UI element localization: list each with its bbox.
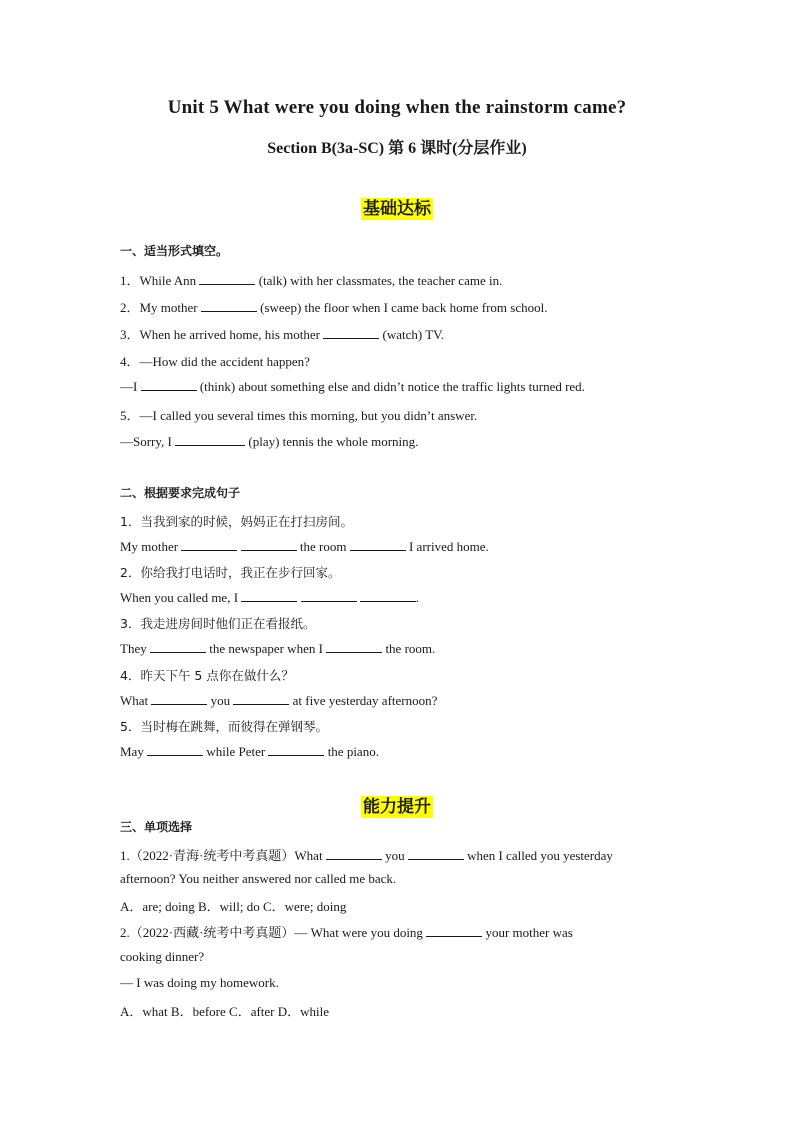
text-segment: They <box>120 641 150 656</box>
answer-blank[interactable] <box>268 743 324 756</box>
exercise-line <box>120 297 547 316</box>
answer-blank[interactable] <box>326 640 382 653</box>
exercise-line <box>120 692 437 709</box>
exercise-line: afternoon? You neither answered nor called me back. <box>120 871 397 886</box>
answer-blank[interactable] <box>408 847 464 860</box>
text-segment: the room <box>296 539 350 554</box>
answer-blank[interactable] <box>147 743 203 756</box>
text-segment: the piano. <box>324 744 379 759</box>
chinese-prompt: 1．当我到家的时候，妈妈正在打扫房间。 <box>120 514 353 529</box>
exercise-line <box>120 433 418 450</box>
text-segment: 2.（2022·西藏·统考中考真题）— What were you doing <box>120 925 427 940</box>
text-segment: 1.（2022·青海·统考中考真题）What <box>120 848 326 863</box>
answer-blank[interactable] <box>151 692 207 705</box>
text-segment: 2．My mother <box>120 300 201 315</box>
text-segment: when I called you yesterday <box>463 848 613 863</box>
text-segment: . <box>415 590 420 605</box>
exercise-line <box>120 743 379 760</box>
answer-blank[interactable] <box>141 378 197 391</box>
answer-blank[interactable] <box>241 589 297 602</box>
text-segment: 1．While Ann <box>120 273 200 288</box>
answer-blank[interactable] <box>426 924 482 937</box>
page-title: Unit 5 What were you doing when the rainstorm came? <box>167 97 627 118</box>
text-segment: (watch) TV. <box>379 327 445 342</box>
text-segment: you <box>381 848 408 863</box>
answer-blank[interactable] <box>323 326 379 339</box>
text-segment: the room. <box>382 641 436 656</box>
answer-blank[interactable] <box>350 538 406 551</box>
text-segment: 3．When he arrived home, his mother <box>120 327 324 342</box>
exercise-line <box>120 640 435 657</box>
text-segment: —Sorry, I <box>120 434 176 449</box>
text-segment: —I <box>120 379 141 394</box>
text-segment: When you called me, I <box>120 590 242 605</box>
text-segment: (play) tennis the whole morning. <box>245 434 419 449</box>
answer-blank[interactable] <box>201 299 257 312</box>
chinese-prompt: 3．我走进房间时他们正在看报纸。 <box>120 616 316 631</box>
exercise-line <box>120 378 585 395</box>
answer-blank[interactable] <box>150 640 206 653</box>
exercise-line <box>120 845 613 864</box>
answer-blank[interactable] <box>301 589 357 602</box>
section-heading-3: 三、单项选择 <box>120 820 193 834</box>
page-subtitle: Section B(3a-SC) 第 6 课时(分层作业) <box>267 140 527 157</box>
text-segment: What <box>120 693 152 708</box>
section-heading-2: 二、根据要求完成句子 <box>120 486 241 500</box>
exercise-line <box>120 922 573 941</box>
exercise-line <box>120 538 489 555</box>
section-band-basic <box>0 194 794 219</box>
answer-options: A．are; doing B．will; do C．were; doing <box>120 899 347 914</box>
chinese-prompt: 5．当时梅在跳舞，而彼得在弹钢琴。 <box>120 719 328 734</box>
answer-blank[interactable] <box>326 847 382 860</box>
answer-blank[interactable] <box>181 538 237 551</box>
answer-blank[interactable] <box>199 272 255 285</box>
exercise-line <box>120 270 502 289</box>
exercise-line <box>120 324 444 343</box>
text-segment: (sweep) the floor when I came back home from school. <box>256 300 548 315</box>
text-segment: May <box>120 744 148 759</box>
chinese-prompt: 2．你给我打电话时，我正在步行回家。 <box>120 565 341 580</box>
text-segment: I arrived home. <box>405 539 489 554</box>
band-label: 能力提升 <box>363 797 431 817</box>
answer-blank[interactable] <box>360 589 416 602</box>
text-segment: your mother was <box>482 925 573 940</box>
answer-blank[interactable] <box>241 538 297 551</box>
section-heading-1: 一、适当形式填空。 <box>120 244 229 258</box>
answer-blank[interactable] <box>175 433 245 446</box>
section-band-advanced <box>0 792 794 817</box>
exercise-line: 4．—How did the accident happen? <box>120 354 310 369</box>
answer-options: A．what B．before C．after D．while <box>120 1004 330 1019</box>
text-segment: while Peter <box>203 744 269 759</box>
text-segment: (talk) with her classmates, the teacher came in. <box>255 273 503 288</box>
exercise-line: 5．—I called you several times this morning, but you didn’t answer. <box>120 408 478 423</box>
exercise-line: — I was doing my homework. <box>120 975 279 990</box>
answer-blank[interactable] <box>233 692 289 705</box>
text-segment: you <box>207 693 234 708</box>
text-segment: My mother <box>120 539 182 554</box>
text-segment: (think) about something else and didn’t notice the traffic lights turned red. <box>196 379 585 394</box>
text-segment: at five yesterday afternoon? <box>289 693 438 708</box>
exercise-line: cooking dinner? <box>120 949 205 964</box>
exercise-line <box>120 589 419 606</box>
chinese-prompt: 4．昨天下午 5 点你在做什么？ <box>120 668 294 683</box>
text-segment: the newspaper when I <box>205 641 327 656</box>
band-label: 基础达标 <box>363 199 431 219</box>
